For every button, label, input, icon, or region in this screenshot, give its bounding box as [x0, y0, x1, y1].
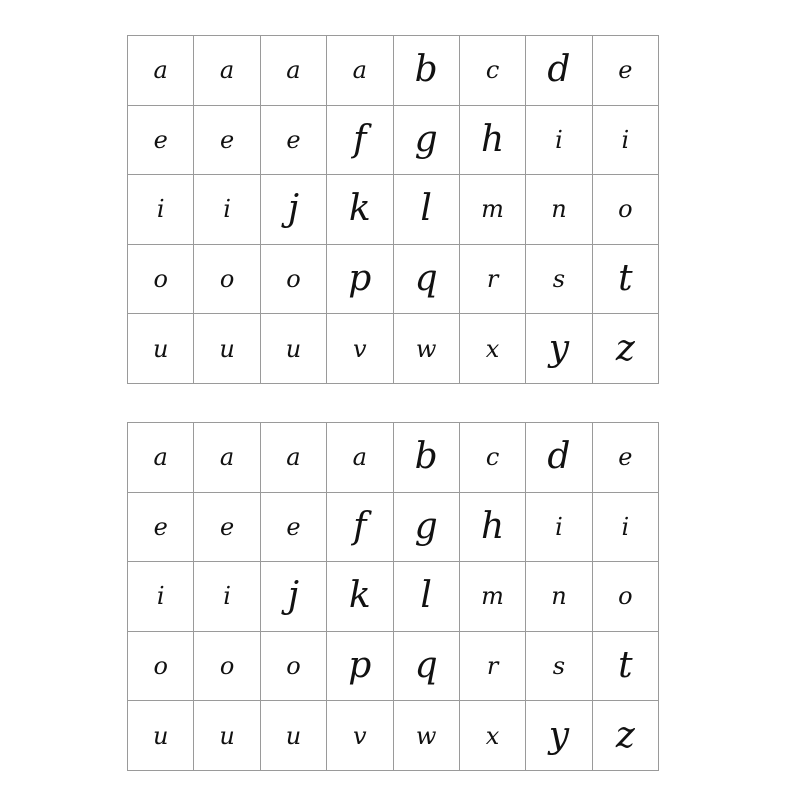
letter-card	[261, 36, 327, 106]
letter-glyph: a	[352, 56, 367, 85]
letter-card	[526, 245, 592, 315]
letter-glyph: d	[547, 49, 571, 91]
letter-card	[261, 701, 327, 771]
letter-glyph: r	[486, 652, 499, 681]
letter-glyph: t	[618, 258, 633, 300]
letter-card	[593, 314, 659, 384]
letter-glyph: o	[618, 582, 633, 611]
letter-card	[593, 493, 659, 563]
letter-card	[526, 632, 592, 702]
letter-glyph: j	[287, 575, 300, 617]
letter-card	[261, 562, 327, 632]
letter-card	[460, 701, 526, 771]
letter-glyph: h	[480, 118, 505, 160]
letter-card	[460, 423, 526, 493]
letter-card	[128, 314, 194, 384]
letter-glyph: y	[548, 714, 570, 756]
letter-glyph: e	[219, 125, 235, 154]
letter-card	[460, 245, 526, 315]
letter-card	[526, 36, 592, 106]
letter-glyph: e	[618, 443, 633, 472]
letter-glyph: j	[287, 188, 300, 230]
letter-card	[194, 423, 260, 493]
letter-card	[194, 314, 260, 384]
letter-glyph: p	[348, 645, 372, 687]
letter-glyph: x	[485, 721, 500, 750]
letter-card	[526, 493, 592, 563]
letter-glyph: o	[219, 652, 235, 681]
letter-card	[194, 493, 260, 563]
letter-card	[128, 423, 194, 493]
letter-card	[128, 175, 194, 245]
letter-card	[128, 493, 194, 563]
letter-card	[593, 175, 659, 245]
letter-glyph: o	[219, 265, 235, 294]
letter-glyph: p	[348, 258, 372, 300]
letter-glyph: n	[551, 195, 567, 224]
letter-card	[194, 106, 260, 176]
letter-glyph: w	[415, 721, 437, 750]
letter-card	[261, 106, 327, 176]
letter-glyph: o	[618, 195, 633, 224]
letter-glyph: u	[285, 334, 302, 363]
letter-card	[526, 562, 592, 632]
letter-glyph: o	[286, 652, 301, 681]
letter-card	[460, 562, 526, 632]
letter-glyph: b	[414, 436, 438, 478]
letter-card	[327, 562, 393, 632]
letter-card	[261, 493, 327, 563]
letter-glyph: u	[219, 721, 235, 750]
letter-glyph: e	[219, 512, 235, 541]
letter-card	[394, 36, 460, 106]
letter-card	[593, 562, 659, 632]
letter-card	[194, 632, 260, 702]
letter-card	[194, 701, 260, 771]
letter-card	[526, 106, 592, 176]
letter-glyph: a	[219, 56, 235, 85]
letter-card	[526, 701, 592, 771]
letter-card	[327, 36, 393, 106]
letter-glyph: e	[153, 512, 168, 541]
letter-card	[327, 314, 393, 384]
letter-card	[261, 314, 327, 384]
letter-card	[261, 175, 327, 245]
letter-glyph: g	[414, 505, 438, 547]
letter-card	[526, 175, 592, 245]
letter-card	[194, 175, 260, 245]
letter-glyph: e	[153, 125, 168, 154]
letter-card	[327, 175, 393, 245]
letter-glyph: i	[223, 195, 231, 224]
letter-glyph: u	[152, 721, 169, 750]
letter-glyph: u	[285, 721, 302, 750]
letter-glyph: v	[353, 721, 367, 750]
letter-glyph: a	[153, 56, 168, 85]
letter-glyph: m	[481, 582, 504, 611]
letter-card	[128, 701, 194, 771]
letter-card	[394, 175, 460, 245]
letter-glyph: d	[547, 436, 571, 478]
letter-glyph: o	[153, 265, 168, 294]
letter-glyph: x	[485, 334, 500, 363]
letter-glyph: e	[286, 125, 301, 154]
letter-card	[593, 36, 659, 106]
letter-card	[593, 701, 659, 771]
letter-glyph: r	[486, 265, 499, 294]
letter-glyph: q	[414, 258, 438, 300]
letter-card	[128, 245, 194, 315]
letter-glyph: z	[615, 327, 635, 369]
letter-card	[327, 106, 393, 176]
letter-glyph: m	[481, 195, 504, 224]
letter-card	[460, 493, 526, 563]
letter-glyph: o	[286, 265, 301, 294]
letter-card-sheet-top	[127, 35, 659, 384]
letter-card	[194, 245, 260, 315]
letter-glyph: u	[152, 334, 169, 363]
letter-glyph: i	[621, 125, 630, 154]
letter-card	[327, 632, 393, 702]
letter-card	[394, 245, 460, 315]
letter-card	[593, 632, 659, 702]
letter-glyph: n	[551, 582, 567, 611]
letter-glyph: u	[219, 334, 235, 363]
letter-card	[327, 701, 393, 771]
letter-glyph: g	[414, 118, 438, 160]
letter-glyph: a	[153, 443, 168, 472]
letter-card	[394, 701, 460, 771]
letter-glyph: y	[548, 327, 570, 369]
letter-card	[394, 423, 460, 493]
letter-glyph: l	[420, 188, 432, 230]
letter-glyph: i	[156, 195, 165, 224]
letter-card	[460, 632, 526, 702]
letter-card	[194, 562, 260, 632]
letter-glyph: l	[420, 575, 432, 617]
letter-card	[394, 314, 460, 384]
letter-card	[327, 423, 393, 493]
letter-card	[460, 36, 526, 106]
letter-glyph: i	[621, 512, 630, 541]
letter-glyph: a	[286, 443, 301, 472]
letter-glyph: k	[348, 575, 371, 617]
letter-card	[327, 245, 393, 315]
letter-glyph: t	[618, 645, 633, 687]
letter-card	[194, 36, 260, 106]
letter-glyph: h	[480, 505, 505, 547]
letter-card	[128, 106, 194, 176]
letter-card	[394, 106, 460, 176]
letter-glyph: f	[353, 118, 367, 160]
letter-card	[460, 106, 526, 176]
letter-glyph: v	[353, 334, 367, 363]
letter-glyph: e	[286, 512, 301, 541]
letter-glyph: c	[485, 443, 500, 472]
letter-card	[394, 562, 460, 632]
letter-card	[261, 632, 327, 702]
letter-card	[593, 245, 659, 315]
letter-glyph: s	[552, 652, 566, 681]
letter-glyph: i	[223, 582, 231, 611]
letter-glyph: o	[153, 652, 168, 681]
letter-glyph: w	[415, 334, 437, 363]
letter-card	[128, 632, 194, 702]
letter-card	[128, 562, 194, 632]
letter-card-sheet-bottom	[127, 422, 659, 771]
letter-glyph: b	[414, 49, 438, 91]
letter-card	[526, 314, 592, 384]
letter-card	[394, 493, 460, 563]
letter-card	[593, 106, 659, 176]
letter-glyph: f	[353, 505, 367, 547]
letter-card	[526, 423, 592, 493]
letter-card	[261, 423, 327, 493]
letter-glyph: q	[414, 645, 438, 687]
letter-glyph: c	[485, 56, 500, 85]
letter-glyph: s	[552, 265, 566, 294]
letter-card	[327, 493, 393, 563]
letter-glyph: i	[555, 512, 563, 541]
letter-glyph: k	[348, 188, 371, 230]
letter-card	[128, 36, 194, 106]
letter-glyph: z	[615, 714, 635, 756]
letter-glyph: i	[156, 582, 165, 611]
letter-glyph: a	[286, 56, 301, 85]
letter-glyph: i	[555, 125, 563, 154]
letter-glyph: a	[219, 443, 235, 472]
letter-card	[460, 314, 526, 384]
letter-card	[394, 632, 460, 702]
letter-glyph: a	[352, 443, 367, 472]
letter-card	[261, 245, 327, 315]
letter-glyph: e	[618, 56, 633, 85]
letter-card	[593, 423, 659, 493]
letter-card	[460, 175, 526, 245]
